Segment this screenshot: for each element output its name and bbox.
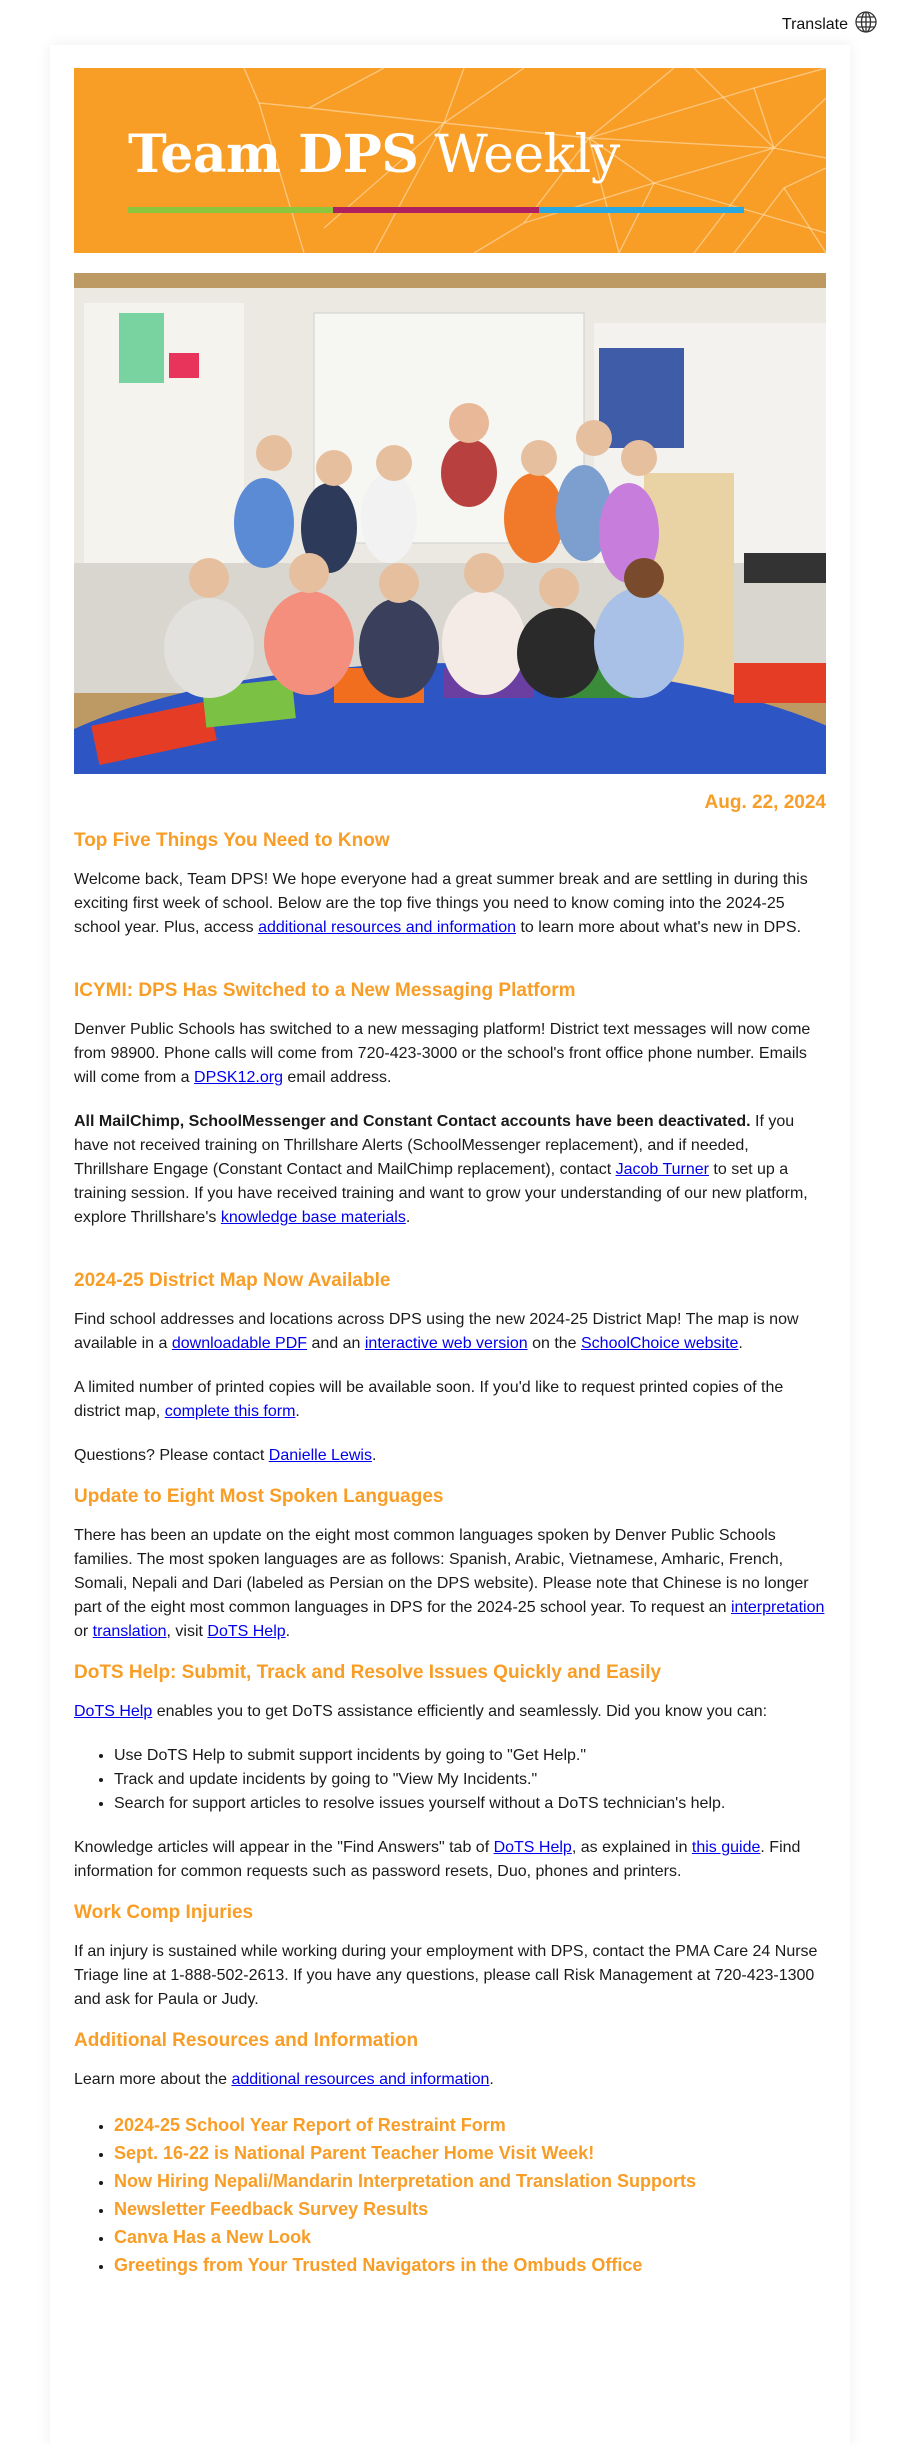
globe-icon	[854, 10, 878, 39]
section-dots-help	[74, 1662, 826, 1884]
resource-links-list	[74, 2112, 826, 2280]
interpretation-link[interactable]: interpretation	[730, 1599, 825, 1616]
text: to learn more about what's new in DPS.	[516, 919, 802, 936]
text: Learn more about the	[74, 2071, 232, 2088]
text: .	[295, 1403, 300, 1420]
issue-date: Aug. 22, 2024	[704, 792, 826, 813]
text: .	[285, 1623, 291, 1640]
list-item: • Use DoTS Help to submit support incidents by going to "Get Help."	[114, 1744, 826, 1768]
list-item	[114, 2224, 826, 2252]
text: on the	[527, 1335, 581, 1352]
text: , as explained in	[571, 1839, 692, 1856]
complete-form-link[interactable]: complete this form	[164, 1403, 296, 1420]
list-item	[114, 2196, 826, 2224]
additional-resources-link[interactable]: additional resources and information	[258, 919, 517, 936]
stripe-blue	[539, 207, 744, 213]
hero-photo	[74, 273, 826, 774]
section-heading: Top Five Things You Need to Know	[74, 830, 390, 851]
section-heading: Update to Eight Most Spoken Languages	[74, 1486, 444, 1507]
section-languages	[74, 1486, 826, 1644]
section-paragraph	[74, 1444, 826, 1468]
list-item	[114, 2252, 826, 2280]
translate-button[interactable]	[782, 10, 878, 39]
section-messaging	[74, 980, 826, 1230]
banner-title-bold: Team DPS	[128, 124, 419, 185]
section-paragraph	[74, 868, 826, 940]
section-work-comp	[74, 1902, 826, 2012]
text: to set up a training session. If you have received training and want to grow your understanding of our new platform, explore Thrillshare's	[74, 1161, 808, 1226]
this-guide-link[interactable]: this guide	[691, 1839, 761, 1856]
translate-label: Translate	[781, 15, 848, 33]
knowledge-base-link[interactable]: knowledge base materials	[220, 1209, 406, 1226]
danielle-lewis-link[interactable]: Danielle Lewis	[268, 1447, 372, 1464]
text: email address.	[282, 1069, 392, 1086]
section-heading: Work Comp Injuries	[74, 1902, 254, 1923]
list-item: • Track and update incidents by going to "View My Incidents."	[114, 1768, 826, 1792]
stripe-magenta	[333, 207, 538, 213]
section-paragraph	[74, 1018, 826, 1090]
text: Knowledge articles will appear in the "Find Answers" tab of	[74, 1839, 494, 1856]
dots-help-link[interactable]: DoTS Help	[493, 1839, 572, 1856]
section-paragraph	[74, 2068, 826, 2092]
section-paragraph: If an injury is sustained while working during your employment with DPS, contact the PMA Care 24 Nurse Triage line at 1-888-502-2613. If you have any questions, please call Risk Management at 720-423-1300 and ask for Paula or Judy.	[74, 1943, 818, 2008]
schoolchoice-website-link[interactable]: SchoolChoice website	[581, 1335, 739, 1352]
text: and an	[307, 1335, 365, 1352]
text: Welcome back, Team DPS! We hope everyone had a great summer break and are settling in during this exciting first week of school. Below are the top five things you need to know coming into the 2024-25 school year. Plus, access	[74, 871, 808, 936]
newsletter-banner	[74, 68, 826, 253]
text: If you have not received training on Thrillshare Alerts (SchoolMessenger replacement), and if needed, Thrillshare Engage (Constant Contact and MailChimp replacement), contact	[74, 1113, 795, 1178]
resource-link[interactable]: Greetings from Your Trusted Navigators in the Ombuds Office	[114, 2255, 643, 2275]
text: .	[405, 1209, 411, 1226]
resource-link[interactable]: 2024-25 School Year Report of Restraint Form	[114, 2115, 506, 2135]
section-top-five	[74, 830, 826, 940]
text: Questions? Please contact	[74, 1447, 269, 1464]
resource-link[interactable]: Newsletter Feedback Survey Results	[114, 2199, 429, 2219]
downloadable-pdf-link[interactable]: downloadable PDF	[171, 1335, 308, 1352]
section-paragraph	[74, 1376, 826, 1424]
text: or	[74, 1623, 93, 1640]
dpsk12-link[interactable]: DPSK12.org	[194, 1069, 283, 1086]
text: There has been an update on the eight most common languages spoken by Denver Public Schools families. The most spoken languages are as follows: Spanish, Arabic, Vietnamese, Amharic, French, Somali, Nepali and Dari (labeled as Persian on the DPS website). Please note that Chinese is no longer part of the eight most common languages in DPS for the 2024-25 school year. To request an	[74, 1527, 809, 1616]
jacob-turner-link[interactable]: Jacob Turner	[615, 1161, 709, 1178]
dots-help-link[interactable]: DoTS Help	[74, 1703, 153, 1720]
resource-link[interactable]: Canva Has a New Look	[114, 2227, 312, 2247]
newsletter-card	[50, 45, 850, 2445]
section-heading: DoTS Help: Submit, Track and Resolve Issues Quickly and Easily	[74, 1662, 662, 1683]
resource-link[interactable]: Now Hiring Nepali/Mandarin Interpretation and Translation Supports	[114, 2171, 697, 2191]
text: Denver Public Schools has switched to a new messaging platform! District text messages will now come from 98900. Phone calls will come from 720-423-3000 or the school's front office phone number. Emails will come from a	[74, 1021, 811, 1086]
text: . Find information for common requests such as password resets, Duo, phones and printers.	[74, 1839, 801, 1880]
section-district-map	[74, 1270, 826, 1468]
section-paragraph	[74, 1308, 826, 1356]
banner-color-stripes	[128, 207, 744, 213]
list-item: • Search for support articles to resolve issues yourself without a DoTS technician's help.	[114, 1792, 826, 1816]
banner-title	[128, 124, 620, 185]
top-bar	[0, 0, 900, 44]
section-heading: Additional Resources and Information	[74, 2030, 419, 2051]
text: enables you to get DoTS assistance efficiently and seamlessly. Did you know you can:	[152, 1703, 768, 1720]
section-paragraph	[74, 1524, 826, 1644]
text: , visit	[166, 1623, 208, 1640]
translation-link[interactable]: translation	[92, 1623, 167, 1640]
dots-help-link[interactable]: DoTS Help	[207, 1623, 286, 1640]
section-heading: ICYMI: DPS Has Switched to a New Messaging Platform	[74, 980, 576, 1001]
text: Find school addresses and locations across DPS using the new 2024-25 District Map! The map is now available in a	[74, 1311, 799, 1352]
additional-resources-link[interactable]: additional resources and information	[231, 2071, 490, 2088]
text: A limited number of printed copies will be available soon. If you'd like to request printed copies of the district map,	[74, 1379, 784, 1420]
list-item	[114, 2140, 826, 2168]
section-heading: 2024-25 District Map Now Available	[74, 1270, 391, 1291]
text: .	[738, 1335, 743, 1352]
section-paragraph	[74, 1110, 826, 1230]
interactive-web-version-link[interactable]: interactive web version	[364, 1335, 528, 1352]
banner-title-light: Weekly	[434, 125, 620, 185]
text: .	[489, 2071, 494, 2088]
list-item	[114, 2112, 826, 2140]
dots-feature-list	[74, 1744, 826, 1816]
section-paragraph	[74, 1700, 826, 1724]
stripe-green	[128, 207, 333, 213]
section-additional-resources	[74, 2030, 826, 2280]
resource-link[interactable]: Sept. 16-22 is National Parent Teacher Home Visit Week!	[114, 2143, 595, 2163]
bold-text: All MailChimp, SchoolMessenger and Constant Contact accounts have been deactivated.	[74, 1113, 751, 1130]
section-paragraph	[74, 1836, 826, 1884]
text: .	[371, 1447, 377, 1464]
list-item	[114, 2168, 826, 2196]
